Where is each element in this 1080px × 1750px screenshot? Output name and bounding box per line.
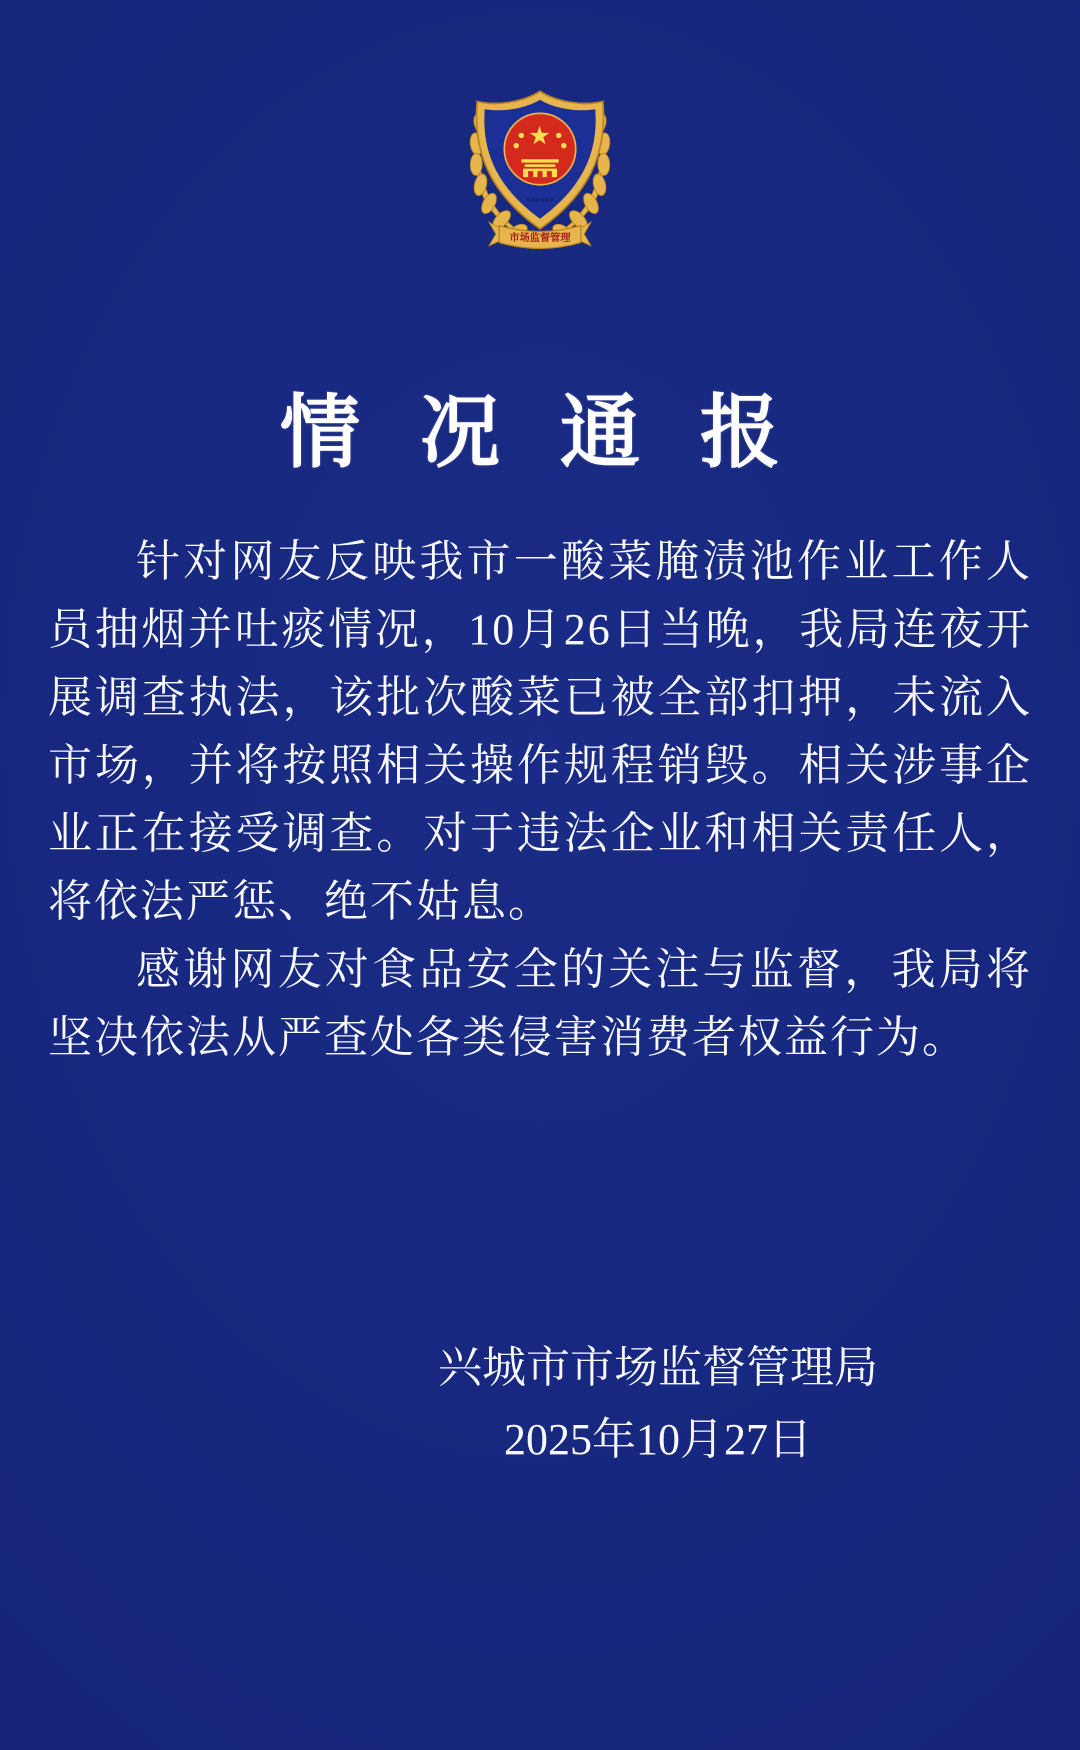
issue-date: 2025年10月27日: [504, 1415, 812, 1464]
signature-block: [118, 1344, 1080, 1464]
page-title: 情 况 通 报: [280, 390, 800, 478]
emblem-banner-text: 市场监督管理: [509, 232, 571, 244]
emblem-inner-text: ⁎⁎⁎⁎⁎⁎: [525, 194, 555, 205]
market-supervision-badge-icon: [455, 86, 625, 258]
emblem-container: [0, 86, 1080, 258]
notice-paragraph-1: 针对网友反映我市一酸菜腌渍池作业工作人员抽烟并吐痰情况，10月26日当晚，我局连夜开展调查执法，该批次酸菜已被全部扣押，未流入市场，并将按照相关操作规程销毁。相关涉事企业正在接受调查。对于违法企业和相关责任人，将依法严惩、绝不姑息。: [48, 537, 1032, 926]
notice-body: [48, 528, 1032, 1072]
issuing-agency: 兴城市市场监督管理局: [438, 1343, 878, 1392]
notice-paragraph-2: 感谢网友对食品安全的关注与监督，我局将坚决依法从严查处各类侵害消费者权益行为。: [48, 945, 1032, 1062]
